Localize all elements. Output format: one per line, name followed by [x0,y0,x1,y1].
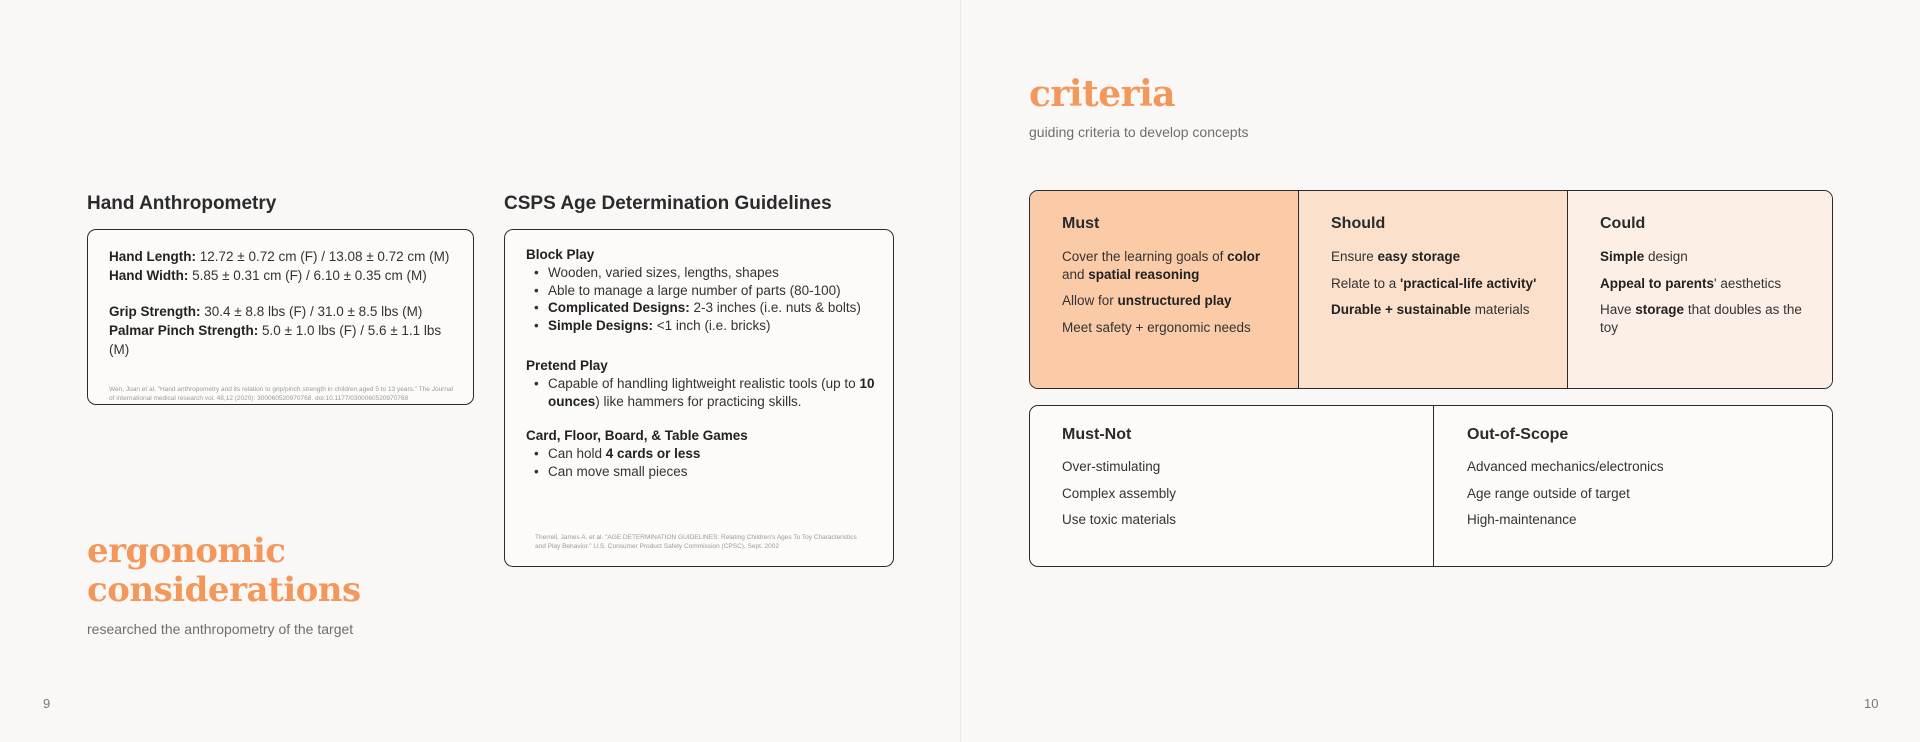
hand-anthropometry-card [87,229,474,405]
pinch-strength-row [109,321,453,359]
out-of-scope-item: Advanced mechanics/electronics [1467,459,1664,474]
hand-length-label: Hand Length: [109,249,196,264]
must-item: Meet safety + ergonomic needs [1062,319,1251,335]
grip-strength-value: 30.4 ± 8.8 lbs (F) / 31.0 ± 8.5 lbs (M) [200,304,423,319]
should-item: Durable + sustainable materials [1331,302,1530,317]
pinch-strength-label: Palmar Pinch Strength: [109,323,259,338]
must-not-item: Use toxic materials [1062,512,1177,527]
csps-card [504,229,894,567]
out-of-scope-column [1433,406,1832,566]
list-item: • Able to manage a large number of parts (80-100) [526,282,875,300]
must-title: Must [1062,215,1100,232]
could-item: Simple design [1600,249,1688,264]
grip-strength-row [109,302,453,321]
pretend-play-list [526,375,875,410]
ergonomic-subtitle: researched the anthropometry of the target [87,621,354,637]
hand-anthropometry-citation: Wen, Juan et al. "Hand anthropometry and its relation to grip/pinch strength in children aged 5 to 13 years." The Journal of international medical research vol. 48,12 (2020): 300060520970768. doi:10.1177/0300060520970768 [109,386,454,402]
should-item: Ensure easy storage [1331,249,1461,264]
out-of-scope-title: Out-of-Scope [1467,426,1569,443]
games-list [526,445,875,480]
ergonomic-title-line2: considerations [87,570,361,610]
list-item: • Simple Designs: <1 inch (i.e. bricks) [526,317,875,335]
pinch-strength-value: 5.0 ± 1.0 lbs (F) / 5.6 ± 1.1 lbs (M) [109,323,442,357]
should-column [1298,191,1567,388]
hand-length-value: 12.72 ± 0.72 cm (F) / 13.08 ± 0.72 cm (M) [196,249,450,264]
must-not-item: Over-stimulating [1062,459,1161,474]
criteria-bottom-grid [1029,405,1833,567]
grip-strength-label: Grip Strength: [109,304,201,319]
out-of-scope-item: High-maintenance [1467,512,1577,527]
could-item: Appeal to parents' aesthetics [1600,275,1782,291]
should-item: Relate to a 'practical-life activity' [1331,275,1537,291]
must-item: Cover the learning goals of color and spatial reasoning [1062,249,1261,282]
could-title: Could [1600,215,1646,232]
pretend-play-title: Pretend Play [526,358,608,373]
could-column [1567,191,1832,388]
list-item: • Complicated Designs: 2-3 inches (i.e. nuts & bolts) [526,299,875,317]
page-spine [960,0,961,742]
list-item: • Capable of handling lightweight realistic tools (up to 10 ounces) like hammers for practicing skills. [526,375,875,410]
games-title: Card, Floor, Board, & Table Games [526,428,748,443]
page-number-right: 10 [1864,696,1879,711]
hand-width-value: 5.85 ± 0.31 cm (F) / 6.10 ± 0.35 cm (M) [188,268,427,283]
ergonomic-title-line1: ergonomic [87,531,286,571]
should-title: Should [1331,215,1386,232]
page-number-left: 9 [43,696,51,711]
block-play-list [526,264,875,334]
list-item: • Can hold 4 cards or less [526,445,875,463]
must-item: Allow for unstructured play [1062,293,1232,308]
must-not-column [1030,406,1433,566]
criteria-top-grid [1029,190,1833,389]
must-not-item: Complex assembly [1062,485,1177,501]
must-not-title: Must-Not [1062,426,1132,443]
out-of-scope-item: Age range outside of target [1467,485,1630,501]
must-column [1030,191,1298,388]
ergonomic-title [87,532,361,610]
block-play-title: Block Play [526,247,595,262]
criteria-title: criteria [1029,73,1176,115]
csps-heading: CSPS Age Determination Guidelines [504,193,832,214]
list-item: • Can move small pieces [526,463,875,481]
could-item: Have storage that doubles as the toy [1600,302,1802,335]
hand-anthropometry-heading: Hand Anthropometry [87,193,277,214]
criteria-subtitle: guiding criteria to develop concepts [1029,124,1249,140]
csps-citation: Therrell, James A. et al. "AGE DETERMINATION GUIDELINES: Relating Children's Ages To Toy Characteristics and Play Behavior." U.S. Consumer Product Safety Commission (CPSC), Sept. 2002 [535,534,857,550]
list-item: • Wooden, varied sizes, lengths, shapes [526,264,875,282]
hand-length-row [109,247,453,266]
hand-width-label: Hand Width: [109,268,189,283]
hand-width-row [109,266,453,285]
